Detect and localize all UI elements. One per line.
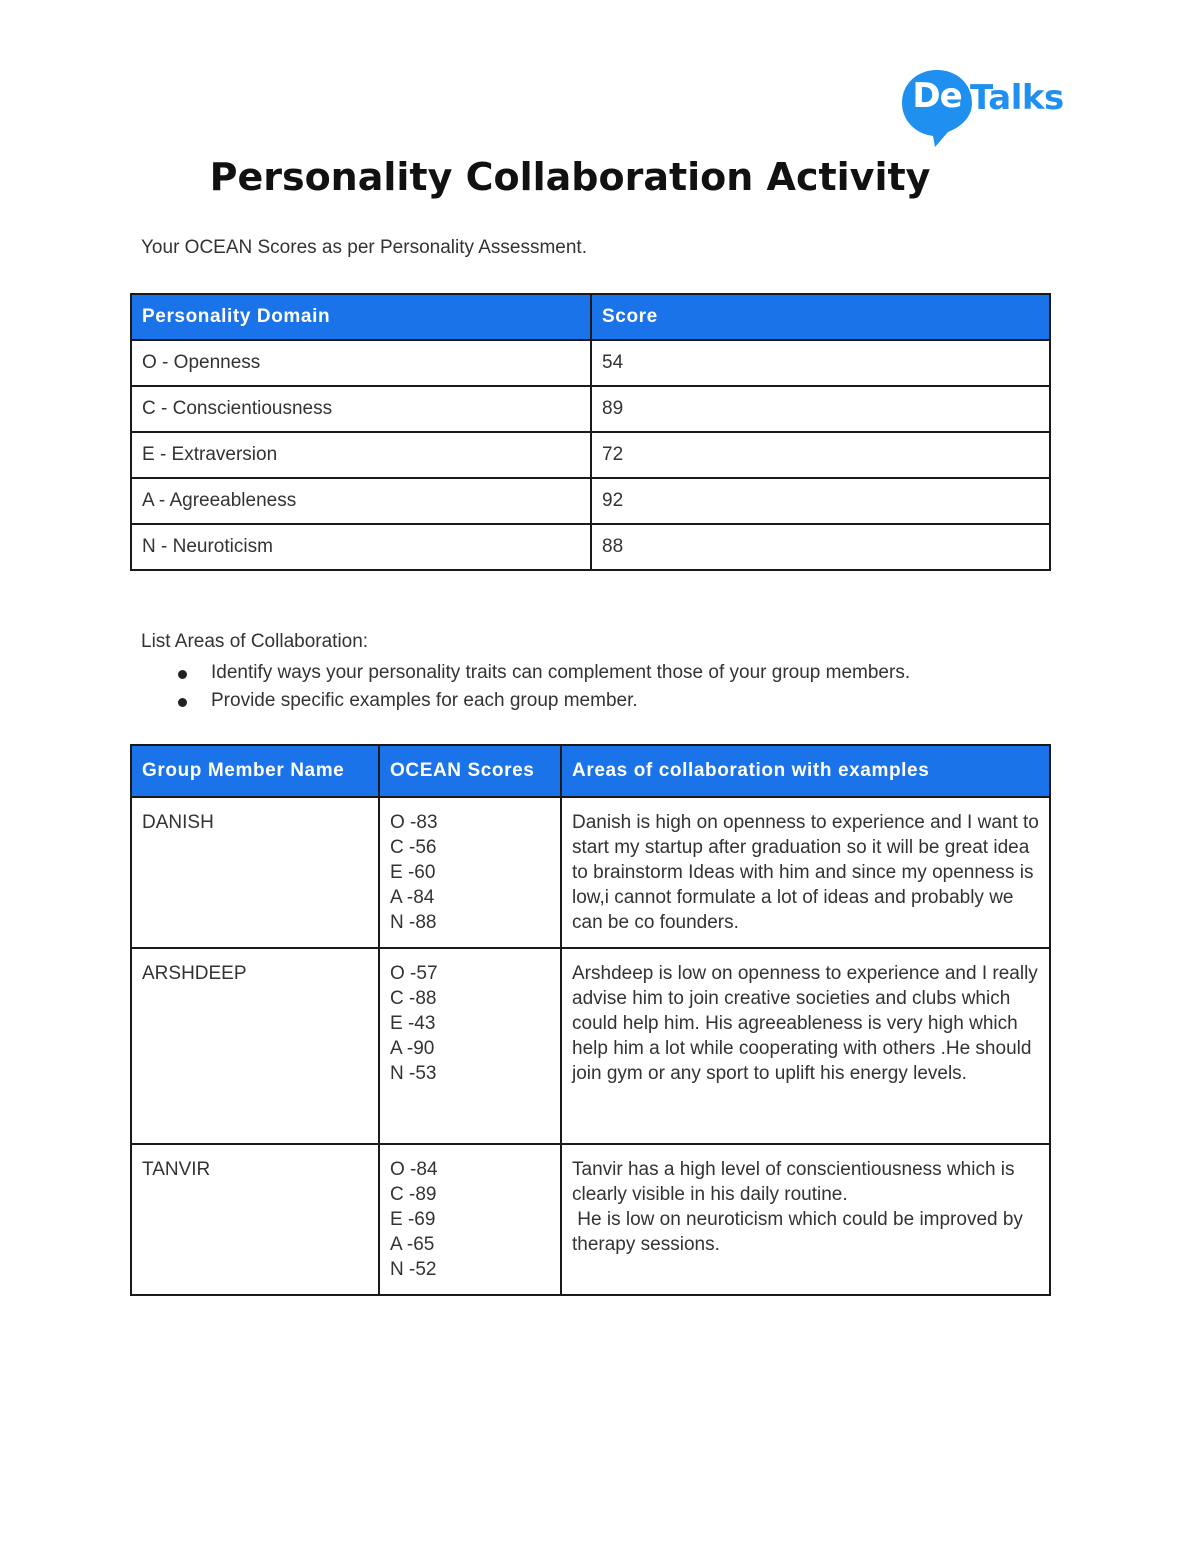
score-line: N -52 [390, 1259, 437, 1280]
score-line: O -83 [390, 812, 438, 833]
table-row [131, 1144, 1050, 1295]
score-line: E -69 [390, 1209, 436, 1230]
score-line: E -43 [390, 1013, 436, 1034]
collaboration-intro: List Areas of Collaboration: [141, 631, 369, 652]
logo-text-de: De [912, 76, 962, 116]
member-name-cell: ARSHDEEP [131, 948, 379, 1144]
collaboration-notes-cell: Danish is high on openness to experience and I want to start my startup after graduation so it will be great idea to brainstorm Ideas with him and since my openness is low,i cannot formulate a lot of ideas and probably we can be co founders. [561, 797, 1050, 948]
member-scores-cell [379, 797, 561, 948]
score-line: N -88 [390, 912, 437, 933]
instruction-list [141, 659, 910, 715]
table-row [131, 797, 1050, 948]
score-cell: 54 [591, 340, 1050, 386]
column-header-score: Score [591, 294, 1050, 340]
notes-line: He is low on neuroticism which could be improved by therapy sessions. [572, 1209, 1029, 1255]
logo-text-talks: Talks [970, 78, 1064, 118]
score-line: N -53 [390, 1063, 437, 1084]
table-row [131, 386, 1050, 432]
member-scores-cell [379, 1144, 561, 1295]
column-header-member-name: Group Member Name [131, 745, 379, 797]
score-line: A -90 [390, 1038, 435, 1059]
table-row [131, 478, 1050, 524]
column-header-ocean-scores: OCEAN Scores [379, 745, 561, 797]
list-item: Identify ways your personality traits can complement those of your group members. [141, 659, 910, 687]
score-cell: 72 [591, 432, 1050, 478]
score-line: C -89 [390, 1184, 437, 1205]
domain-cell: C - Conscientiousness [131, 386, 591, 432]
collaboration-notes-cell: Arshdeep is low on openness to experience and I really advise him to join creative societies and clubs which could help him. His agreeableness is very high which help him a lot while cooperating with others .He should join gym or any sport to uplift his energy levels. [561, 948, 1050, 1144]
scores-intro: Your OCEAN Scores as per Personality Assessment. [141, 237, 587, 258]
list-item: Provide specific examples for each group member. [141, 687, 910, 715]
table-row [131, 432, 1050, 478]
table-row [131, 524, 1050, 570]
detalks-logo [900, 68, 1075, 148]
group-members-table [130, 744, 1051, 1296]
table-row [131, 948, 1050, 1144]
score-line: O -57 [390, 963, 438, 984]
score-cell: 88 [591, 524, 1050, 570]
score-line: C -56 [390, 837, 437, 858]
table-header-row [131, 294, 1050, 340]
score-cell: 89 [591, 386, 1050, 432]
domain-cell: E - Extraversion [131, 432, 591, 478]
score-cell: 92 [591, 478, 1050, 524]
score-line: A -65 [390, 1234, 435, 1255]
domain-cell: O - Openness [131, 340, 591, 386]
ocean-scores-table [130, 293, 1051, 571]
member-name-cell: DANISH [131, 797, 379, 948]
member-name-cell: TANVIR [131, 1144, 379, 1295]
table-row [131, 340, 1050, 386]
collaboration-notes-cell [561, 1144, 1050, 1295]
member-scores-cell [379, 948, 561, 1144]
column-header-domain: Personality Domain [131, 294, 591, 340]
score-line: E -60 [390, 862, 436, 883]
domain-cell: A - Agreeableness [131, 478, 591, 524]
domain-cell: N - Neuroticism [131, 524, 591, 570]
table-header-row [131, 745, 1050, 797]
score-line: O -84 [390, 1159, 438, 1180]
page-title: Personality Collaboration Activity [209, 155, 931, 199]
notes-line: Tanvir has a high level of conscientiousness which is clearly visible in his daily routine. [572, 1159, 1015, 1205]
score-line: C -88 [390, 988, 437, 1009]
column-header-collaboration: Areas of collaboration with examples [561, 745, 1050, 797]
score-line: A -84 [390, 887, 435, 908]
